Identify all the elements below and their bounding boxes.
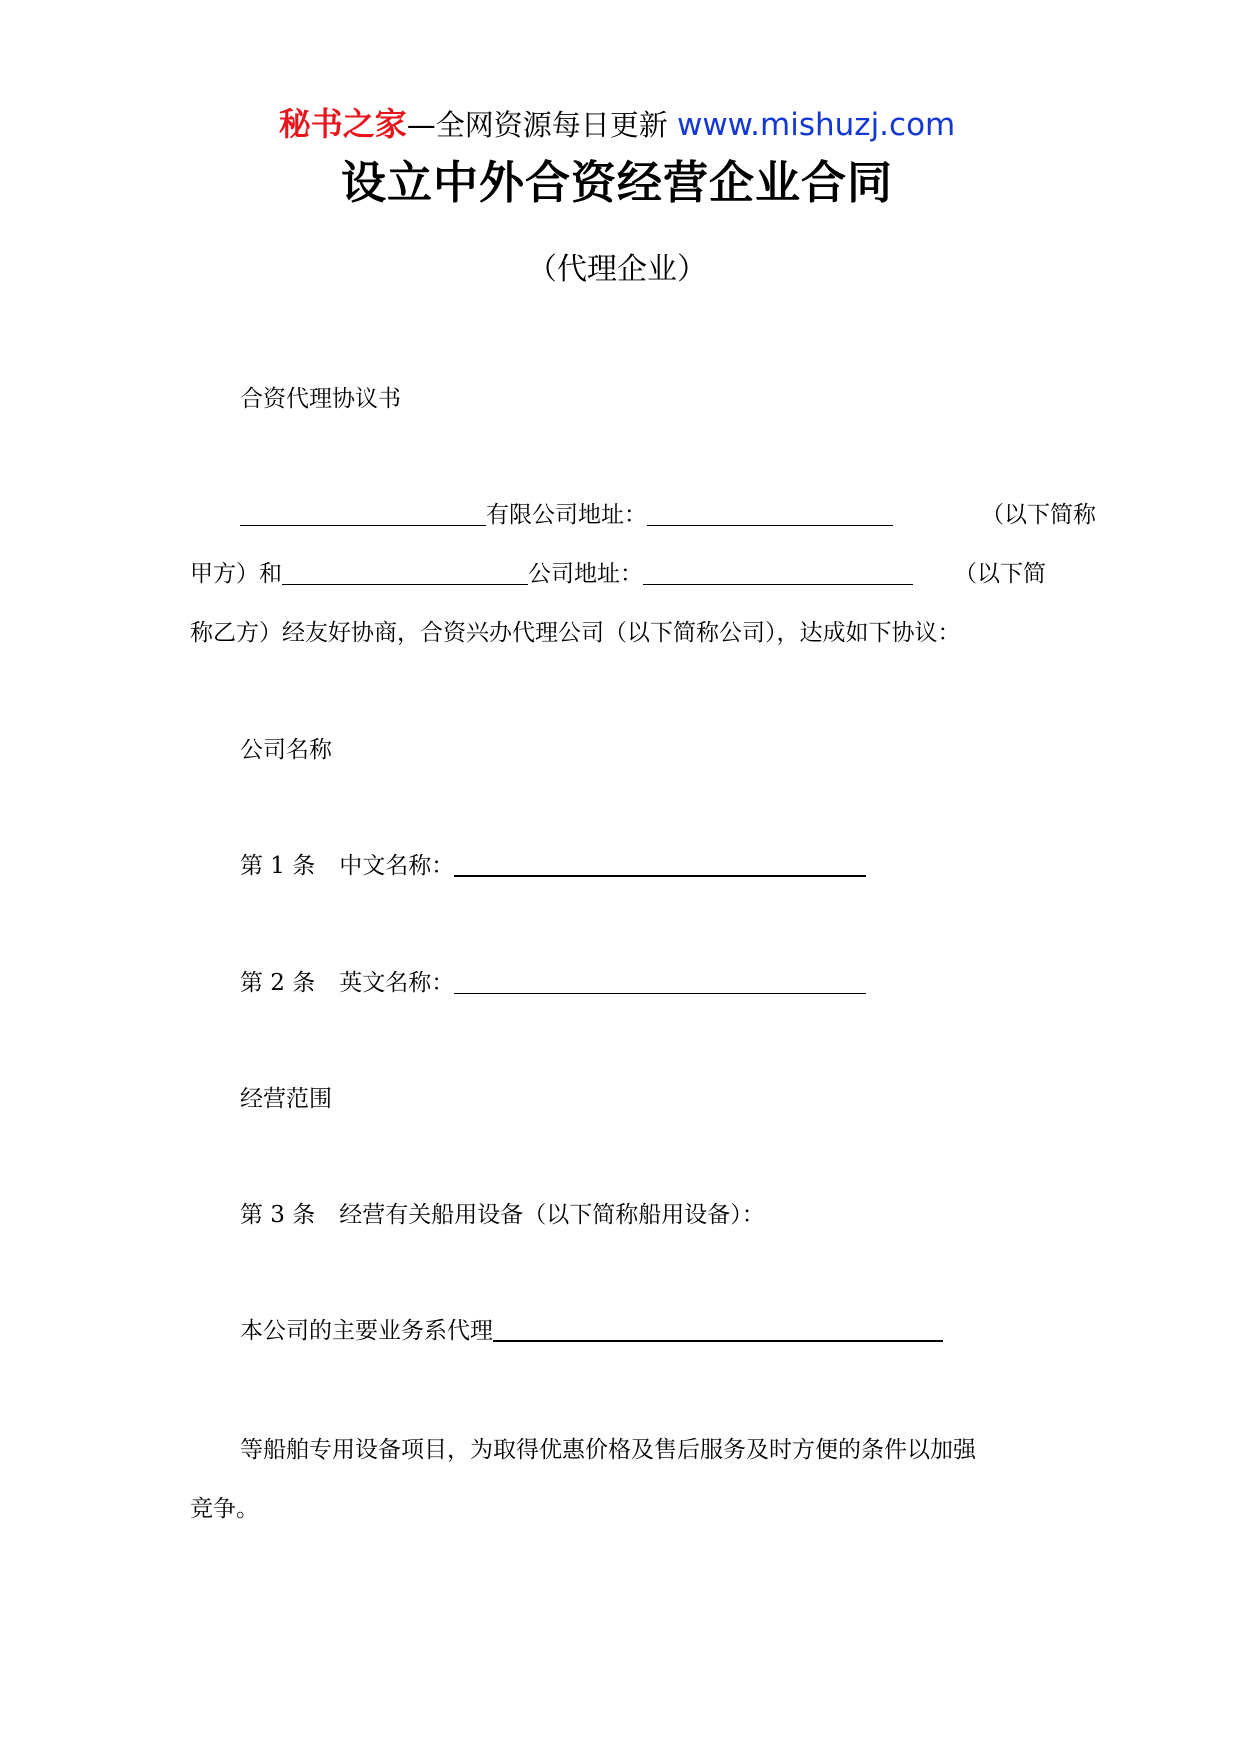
main-business-text: 本公司的主要业务系代理	[240, 1318, 493, 1344]
party-a-address-label: 有限公司地址：	[486, 502, 647, 528]
section-heading-agreement: 合资代理协议书	[240, 386, 401, 412]
party-a-address-blank[interactable]	[647, 499, 893, 526]
party-b-name-blank[interactable]	[282, 558, 528, 585]
party-a-abbr-text: （以下简称	[981, 502, 1096, 528]
article-1-label: 中文名称：	[339, 853, 455, 879]
article-3-text: 经营有关船用设备（以下简称船用设备）：	[339, 1202, 765, 1228]
site-slogan: —全网资源每日更新	[406, 108, 677, 142]
parties-line-1	[190, 486, 1096, 544]
article-3-number: 第 3 条	[240, 1202, 316, 1228]
parties-line-2	[190, 545, 1046, 603]
party-a-and-text: 甲方）和	[190, 561, 282, 587]
party-a-name-blank[interactable]	[240, 499, 486, 526]
party-b-address-label: 公司地址：	[528, 561, 643, 587]
article-1-number: 第 1 条	[240, 853, 316, 879]
main-business-line	[190, 1302, 1096, 1360]
party-b-abbr-text: （以下简	[954, 561, 1046, 587]
article-3	[190, 1186, 1096, 1244]
parties-line-3: 称乙方）经友好协商，合资兴办代理公司（以下简称公司），达成如下协议：	[190, 620, 961, 646]
article-2-label: 英文名称：	[339, 970, 455, 996]
site-header	[0, 101, 1234, 148]
party-b-address-blank[interactable]	[643, 558, 913, 585]
closing-line-1: 等船舶专用设备项目，为取得优惠价格及售后服务及时方便的条件以加强	[240, 1437, 976, 1463]
document-subtitle: （代理企业）	[527, 252, 707, 287]
closing-line-2: 竞争。	[190, 1496, 259, 1522]
site-url-link[interactable]: www.mishuzj.com	[676, 107, 956, 143]
section-heading-company-name: 公司名称	[240, 737, 332, 763]
chinese-name-blank[interactable]	[454, 849, 866, 877]
english-name-blank[interactable]	[454, 967, 866, 994]
document-title: 设立中外合资经营企业合同	[340, 156, 893, 209]
article-2-number: 第 2 条	[240, 970, 316, 996]
article-2	[190, 954, 1096, 1012]
site-brand: 秘书之家	[278, 105, 407, 143]
section-heading-scope: 经营范围	[240, 1086, 332, 1112]
article-1	[190, 837, 1096, 895]
main-business-blank[interactable]	[493, 1314, 943, 1342]
